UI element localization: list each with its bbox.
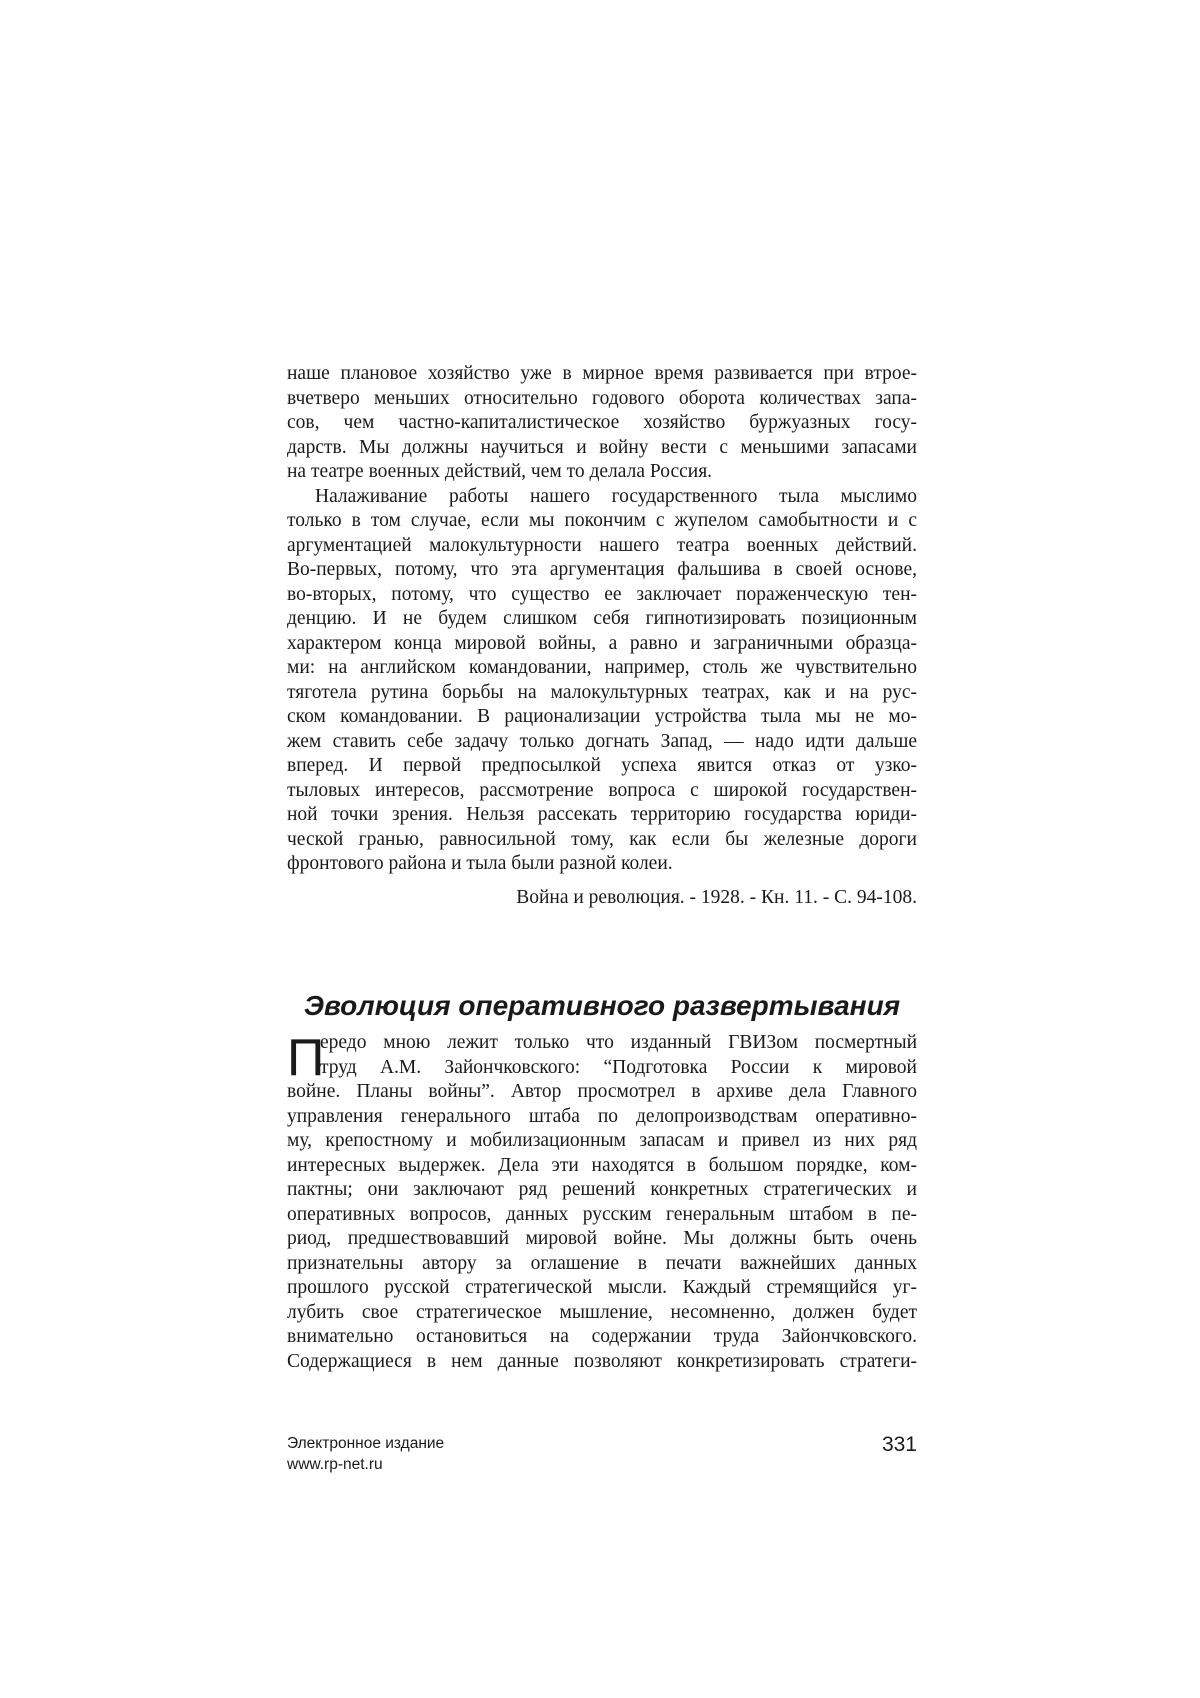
text-line: внимательно остановиться на содержании труда Зайончковского.: [287, 1326, 917, 1347]
text-line: ной точки зрения. Нельзя рассекать территорию государства юриди-: [287, 804, 917, 825]
text-line: оперативных вопросов, данных русским генеральным штабом в пе-: [287, 1203, 917, 1225]
text-line: войне. Планы войны”. Автор просмотрел в архиве дела Главного: [287, 1081, 917, 1102]
text-line: жем ставить себе задачу только догнать Запад, — надо идти дальше: [287, 730, 917, 752]
paragraph-3: [287, 1031, 917, 1374]
text-line: интересных выдержек. Дела эти находятся в большом порядке, ком-: [287, 1154, 917, 1176]
paragraph-1: [287, 362, 917, 485]
body-text-bottom: [287, 1031, 917, 1374]
text-line: ередо мною лежит только что изданный ГВИЗом посмертный: [320, 1032, 917, 1053]
text-line: риод, предшествовавший мировой войне. Мы должны быть очень: [287, 1228, 917, 1249]
text-line: труд А.М. Зайончковского: “Подготовка России к мировой: [320, 1056, 917, 1078]
text-line: фронтового района и тыла были разной колеи.: [287, 853, 673, 874]
text-line: вчетверо меньших относительно годового оборота количествах запа-: [287, 387, 917, 409]
text-line: пактны; они заключают ряд решений конкретных стратегических и: [287, 1179, 917, 1200]
text-line: наше плановое хозяйство уже в мирное время развивается при втрое-: [287, 363, 917, 384]
text-line: тыловых интересов, рассмотрение вопроса с широкой государствен-: [287, 779, 917, 801]
text-line: дарств. Мы должны научиться и войну вести с меньшими запасами: [287, 436, 917, 458]
text-line: ческой гранью, равносильной тому, как если бы железные дороги: [287, 828, 917, 850]
text-line: му, крепостному и мобилизационным запасам и привел из них ряд: [287, 1130, 917, 1151]
text-line: Во-первых, потому, что эта аргументация фальшива в своей основе,: [287, 559, 917, 580]
text-line: вперед. И первой предпосылкой успеха явится отказ от узко-: [287, 755, 917, 776]
section-heading: Эволюция оперативного развертывания: [303, 990, 901, 1021]
text-line: ском командовании. В рационализации устройства тыла мы не мо-: [287, 706, 917, 727]
text-line: сов, чем частно-капиталистическое хозяйство буржуазных госу-: [287, 412, 917, 433]
footer-edition-label: Электронное издание: [287, 1435, 445, 1452]
text-line: ми: на английском командовании, например, столь же чувствительно: [287, 657, 917, 678]
text-line: характером конца мировой войны, а равно и заграничными образца-: [287, 632, 917, 654]
text-line: только в том случае, если мы покончим с жупелом самобытности и с: [287, 510, 917, 531]
text-line: прошлого русской стратегической мысли. Каждый стремящийся уг-: [287, 1277, 917, 1298]
text-line: признательны автору за оглашение в печати важнейших данных: [287, 1252, 917, 1274]
text-line: во-вторых, потому, что существо ее заключает пораженческую тен-: [287, 583, 917, 605]
source-citation: Война и революция. - 1928. - Кн. 11. - С. 94-108.: [516, 887, 917, 908]
text-line: денцию. И не будем слишком себя гипнотизировать позиционным: [287, 608, 917, 629]
text-line: на театре военных действий, чем то делала Россия.: [287, 461, 713, 482]
text-line: управления генерального штаба по делопроизводствам оперативно-: [287, 1105, 917, 1127]
text-line: лубить свое стратегическое мышление, несомненно, должен будет: [287, 1301, 917, 1323]
footer-publisher: [287, 1433, 444, 1475]
text-line: аргументацией малокультурности нашего театра военных действий.: [287, 534, 917, 556]
text-line: тяготела рутина борьбы на малокультурных театрах, как и на рус-: [287, 681, 917, 703]
paragraph-2: [287, 485, 917, 877]
text-line: Налаживание работы нашего государственного тыла мыслимо: [315, 485, 917, 507]
drop-cap: П: [287, 1029, 325, 1087]
footer-website: www.rp-net.ru: [287, 1456, 383, 1473]
text-line: Содержащиеся в нем данные позволяют конкретизировать стратеги-: [287, 1350, 917, 1372]
page-number: 331: [881, 1433, 917, 1456]
body-text-top: [287, 362, 917, 877]
